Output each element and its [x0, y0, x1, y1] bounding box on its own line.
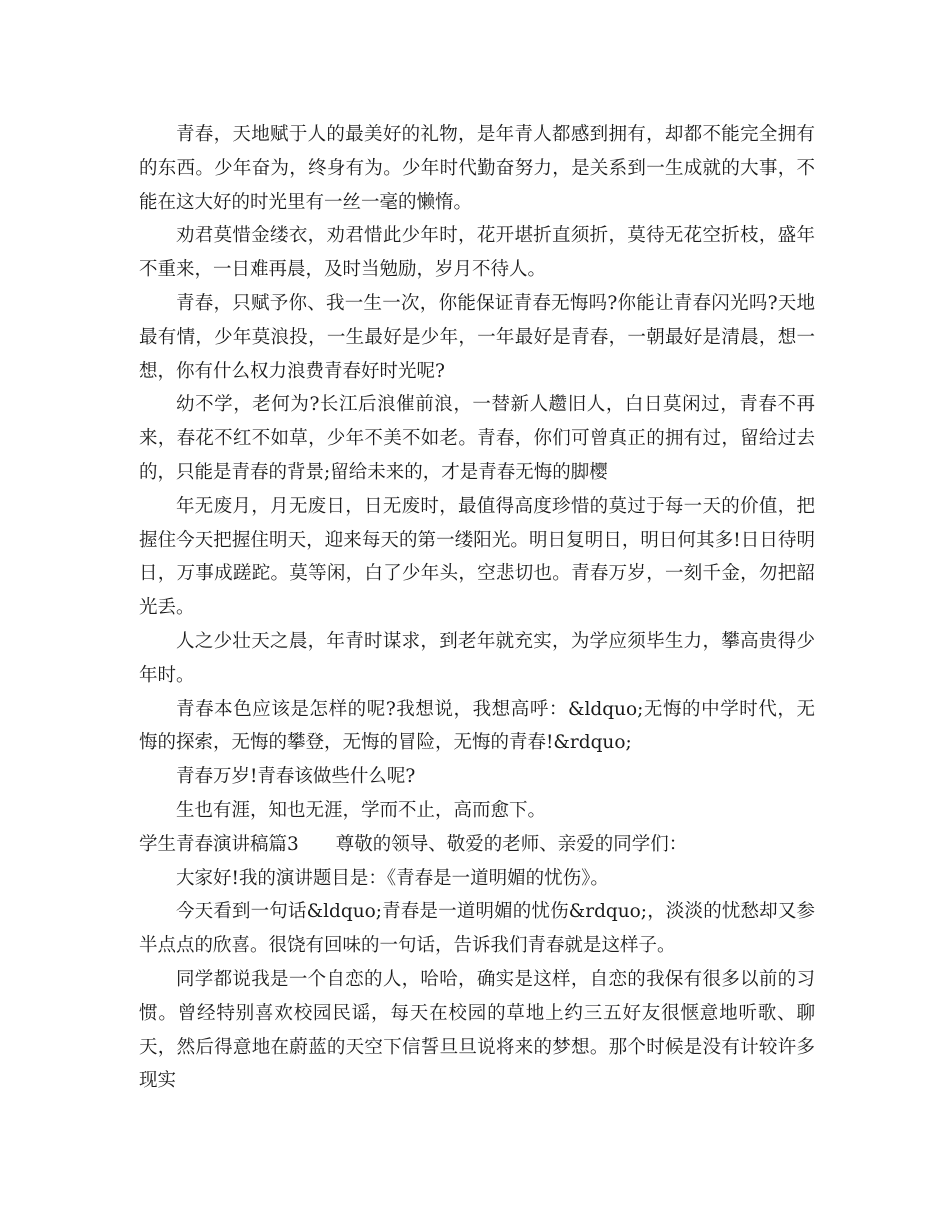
- paragraph: 生也有涯，知也无涯，学而不止，高而愈下。: [176, 799, 547, 821]
- paragraph: 人之少壮天之晨，年青时谋求，到老年就充实，为学应须毕生力，攀高贵得少年时。: [139, 630, 815, 686]
- paragraph: 幼不学，老何为?长江后浪催前浪，一替新人趱旧人，白日莫闲过，青春不再来，春花不红不如草，少年不美不如老。青春，你们可曾真正的拥有过，留给过去的，只能是青春的背景;留给未来的，才是青春无悔的脚樱: [139, 394, 815, 483]
- document-body: [139, 118, 815, 1098]
- paragraph: 大家好!我的演讲题目是：《青春是一道明媚的忧伤》。: [176, 867, 609, 889]
- paragraph: 青春，天地赋于人的最美好的礼物，是年青人都感到拥有，却都不能完全拥有的东西。少年奋为，终身有为。少年时代勤奋努力，是关系到一生成就的大事，不能在这大好的时光里有一丝一毫的懒惰。: [139, 124, 815, 213]
- paragraph: 青春，只赋予你、我一生一次，你能保证青春无悔吗?你能让青春闪光吗?天地最有情，少年莫浪投，一生最好是少年，一年最好是青春，一朝最好是清晨，想一想，你有什么权力浪费青春好时光呢?: [139, 292, 815, 382]
- paragraph: 劝君莫惜金缕衣，劝君惜此少年时，花开堪折直须折，莫待无花空折枝，盛年不重来，一日难再晨，及时当勉励，岁月不待人。: [139, 225, 815, 281]
- section-heading-line: 学生青春演讲稿篇3 尊敬的领导、敬爱的老师、亲爱的同学们：: [139, 833, 688, 855]
- paragraph: 年无废月，月无废日，日无废时，最值得高度珍惜的莫过于每一天的价值，把握住今天把握住明天，迎来每天的第一缕阳光。明日复明日，明日何其多!日日待明日，万事成蹉跎。莫等闲，白了少年头，空悲切也。青春万岁，一刻千金，勿把韶光丢。: [139, 495, 815, 619]
- paragraph: 今天看到一句话&ldquo;青春是一道明媚的忧伤&rdquo;，淡淡的忧愁却又参半点点的欣喜。很饶有回味的一句话，告诉我们青春就是这样子。: [139, 901, 815, 957]
- paragraph: 青春万岁!青春该做些什么呢?: [176, 766, 416, 788]
- paragraph: 同学都说我是一个自恋的人，哈哈，确实是这样，自恋的我保有很多以前的习惯。曾经特别喜欢校园民谣，每天在校园的草地上约三五好友很惬意地听歌、聊天，然后得意地在蔚蓝的天空下信誓旦旦说将来的梦想。那个时候是没有计较许多现实: [139, 968, 815, 1092]
- paragraph: 青春本色应该是怎样的呢?我想说，我想高呼：&ldquo;无悔的中学时代，无悔的探索，无悔的攀登，无悔的冒险，无悔的青春!&rdquo;: [139, 698, 815, 754]
